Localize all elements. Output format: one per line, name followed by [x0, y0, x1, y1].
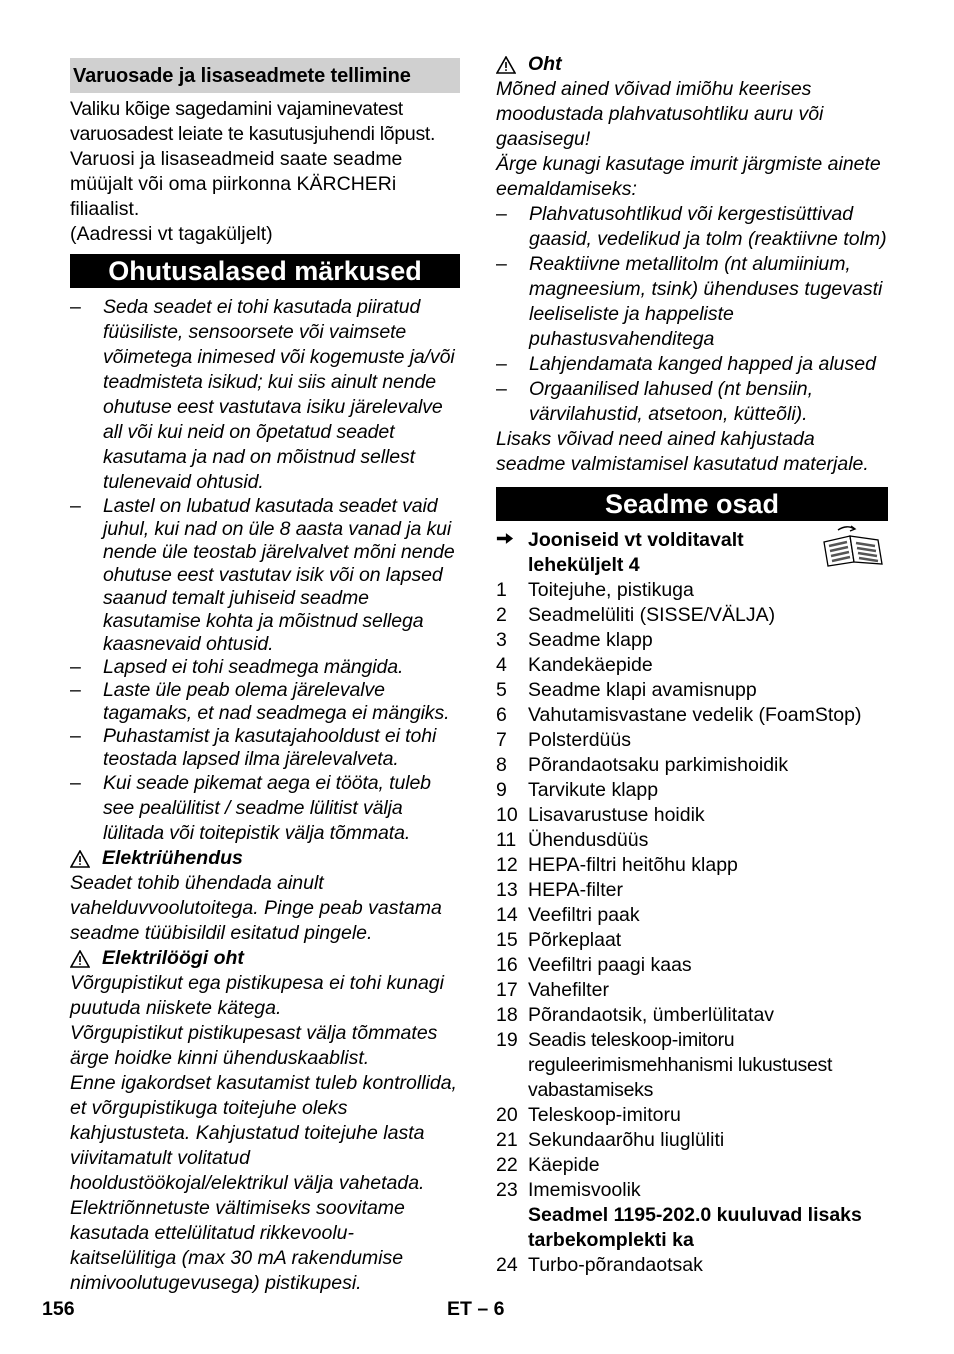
- list-item: 1 Toitejuhe, pistikuga: [496, 579, 694, 601]
- list-item: 5 Seadme klapi avamisnupp: [496, 679, 757, 701]
- left-column: [70, 52, 460, 1296]
- order-paragraph-3: (Aadressi vt tagaküljelt): [70, 223, 273, 245]
- warning-triangle-icon: [70, 950, 90, 968]
- shock-warning-title: Elektrilöögi oht: [70, 946, 460, 971]
- arrow-right-icon: [496, 528, 528, 578]
- warning-triangle-icon: [70, 850, 90, 868]
- parts-list-extra: [496, 1253, 888, 1278]
- electric-text: Seadet tohib ühendada ainult vahelduvvoolutoitega. Pinge peab vastama seadme tüübisildil esitatud pingele.: [70, 872, 442, 944]
- danger-item: – Lahjendamata kanged happed ja alused: [496, 353, 876, 375]
- list-item: 11 Ühendusdüüs: [496, 829, 649, 851]
- list-item: 18 Põrandaotsik, ümberlülitatav: [496, 1004, 775, 1026]
- safety-heading: Ohutusalased märkused: [70, 254, 460, 288]
- list-item: 14 Veefiltri paak: [496, 904, 640, 926]
- list-item: 8 Põrandaotsaku parkimishoidik: [496, 754, 789, 776]
- list-item: 13 HEPA-filter: [496, 879, 623, 901]
- danger-list: [496, 202, 888, 427]
- folded-book-icon: [820, 524, 886, 568]
- parts-list: [496, 578, 888, 1203]
- shock-paragraph: Võrgupistikut ega pistikupesa ei tohi kunagi puutuda niiskete kätega.: [70, 972, 444, 1019]
- shock-paragraph: Elektriõnnetuste vältimiseks soovitame kasutada ettelülitatud rikkevoolu-kaitselülitiga (max 30 mA rakendumise nimivoolutugevusega) pistikupesi.: [70, 1197, 405, 1294]
- safety-item: – Lastel on lubatud kasutada seadet vaid juhul, kui nad on üle 8 aasta vanad ja kui nende üle teostab järelvalvet mõni nende ohutuse eest vastutav isik või on lapsed saanud temalt juhiseid seadme kasutamise kohta ja mõistnud sellega kaasnevaid ohtusid.: [70, 495, 455, 655]
- list-item: 21 Sekundaarõhu liuglüliti: [496, 1129, 725, 1151]
- list-item: 4 Kandekäepide: [496, 654, 653, 676]
- accessory-note: Seadmel 1195-202.0 kuuluvad lisaks tarbekomplekti ka: [528, 1204, 862, 1251]
- safety-item: – Kui seade pikemat aega ei tööta, tuleb see pealülitist / seadme lülitist välja lülitada või toitepistik välja tõmmata.: [70, 772, 431, 844]
- list-item: 6 Vahutamisvastane vedelik (FoamStop): [496, 704, 862, 726]
- danger-warning-title: Oht: [496, 52, 888, 77]
- list-item: 15 Põrkeplaat: [496, 929, 622, 951]
- safety-item: – Lapsed ei tohi seadmega mängida.: [70, 656, 404, 678]
- safety-item: – Seda seadet ei tohi kasutada piiratud füüsiliste, sensoorsete või vaimsete võimetega inimesed või kogemuste ja/või teadmisteta isikud; kui siis ainult nende ohutuse eest vastutava isiku järelevalve all või kui neid on õpetatud seadet kasutama ja nad on mõistnud sellest tulenevaid ohtusid.: [70, 296, 455, 493]
- shock-paragraph: Võrgupistikut pistikupesast välja tõmmates ärge hoidke kinni ühenduskaablist.: [70, 1022, 438, 1069]
- parts-heading: Seadme osad: [496, 487, 888, 521]
- list-item: 19 Seadis teleskoop-imitoru reguleerimismehhanismi lukustusest vabastamiseks: [496, 1029, 833, 1101]
- order-paragraph-2: Varuosi ja lisaseadmeid saate seadme müüjalt või oma piirkonna KÄRCHERi filiaalist.: [70, 148, 403, 220]
- list-item: 24 Turbo-põrandaotsak: [496, 1254, 703, 1276]
- warning-triangle-icon: [496, 56, 516, 74]
- list-item: 10 Lisavarustuse hoidik: [496, 804, 705, 826]
- safety-list: [70, 295, 460, 846]
- danger-paragraph: Lisaks võivad need ained kahjustada seadme valmistamisel kasutatud materjale.: [496, 428, 869, 475]
- right-column: [496, 52, 888, 1278]
- list-item: 22 Käepide: [496, 1154, 600, 1176]
- list-item: 3 Seadme klapp: [496, 629, 653, 651]
- danger-item: – Orgaanilised lahused (nt bensiin, värvilahustid, atsetoon, kütteõli).: [496, 378, 814, 425]
- order-heading: Varuosade ja lisaseadmete tellimine: [70, 58, 460, 93]
- language-page-label: ET – 6: [447, 1298, 505, 1320]
- page-number: 156: [42, 1298, 75, 1320]
- list-item: 7 Polsterdüüs: [496, 729, 631, 751]
- safety-item: – Puhastamist ja kasutajahooldust ei tohi teostada lapsed ilma järelevalveta.: [70, 725, 437, 770]
- danger-paragraph: Mõned ained võivad imiõhu keerises moodustada plahvatusohtliku auru või gaasisegu!: [496, 78, 824, 150]
- safety-item: – Laste üle peab olema järelevalve tagamaks, et nad seadmega ei mängiks.: [70, 679, 450, 724]
- list-item: 2 Seadmelüliti (SISSE/VÄLJA): [496, 604, 776, 626]
- shock-paragraph: Enne igakordset kasutamist tuleb kontrollida, et võrgupistikuga toitejuhe oleks kahjustusteta. Kahjustatud toitejuhe lasta viivitamatult volitatud hooldustöökojal/elektrikul välja vahetada.: [70, 1072, 457, 1194]
- danger-item: – Reaktiivne metallitolm (nt alumiinium, magneesium, tsink) ühenduses tugevasti leeliseliste ja happeliste puhastusvahenditega: [496, 253, 883, 350]
- list-item: 16 Veefiltri paagi kaas: [496, 954, 692, 976]
- electric-warning-title: Elektriühendus: [70, 846, 460, 871]
- order-paragraph: Valiku kõige sagedamini vajaminevatest varuosadest leiate te kasutusjuhendi lõpust.: [70, 98, 436, 145]
- list-item: 12 HEPA-filtri heitõhu klapp: [496, 854, 738, 876]
- list-item: 9 Tarvikute klapp: [496, 779, 659, 801]
- list-item: 20 Teleskoop-imitoru: [496, 1104, 681, 1126]
- danger-item: – Plahvatusohtlikud või kergestisüttivad gaasid, vedelikud ja tolm (reaktiivne tolm): [496, 203, 887, 250]
- list-item: 23 Imemisvoolik: [496, 1179, 641, 1201]
- figure-note: Jooniseid vt volditavalt leheküljelt 4: [496, 528, 888, 578]
- danger-paragraph: Ärge kunagi kasutage imurit järgmiste ainete eemaldamiseks:: [496, 153, 881, 200]
- list-item: 17 Vahefilter: [496, 979, 609, 1001]
